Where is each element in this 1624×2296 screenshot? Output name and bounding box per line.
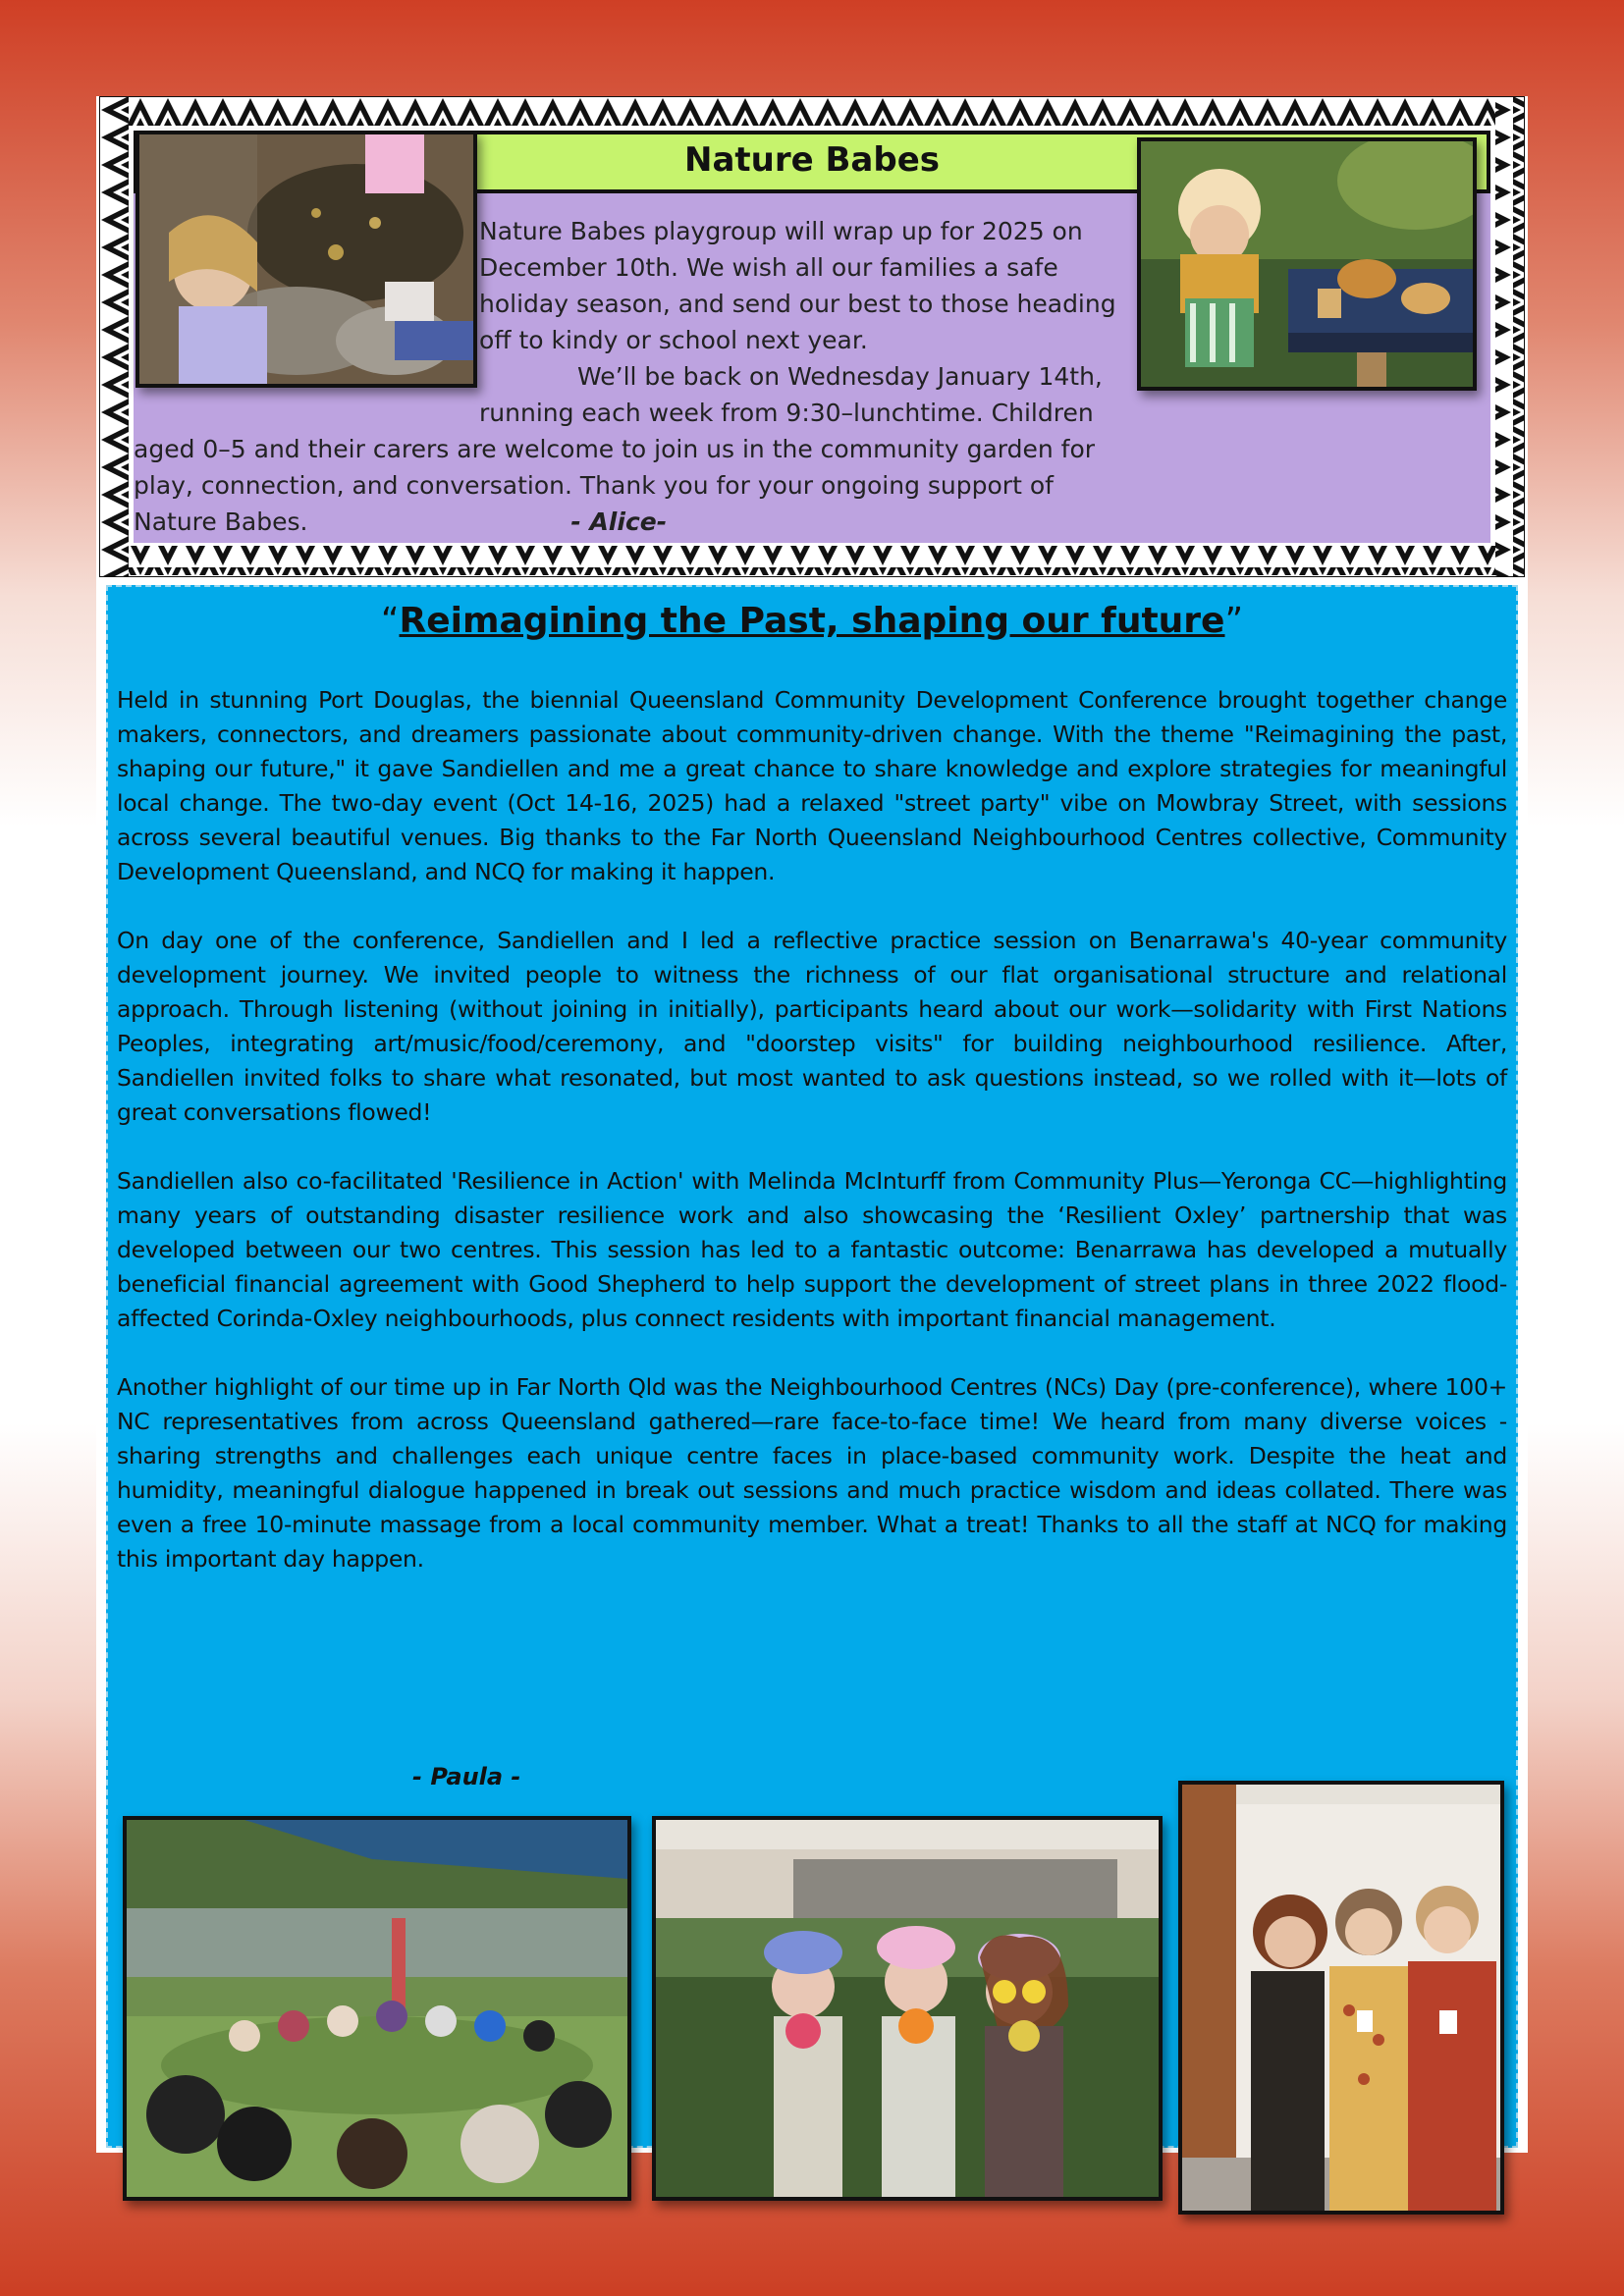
nature-babes-para-2: We’ll be back on Wednesday January 14th, running each week from 9:30–lunchtime. Children aged 0–5 and their carers are welcome to join us in the community garden for play, connection, and conversation. Thank you for your ongoing support of Nature Babes. xyxy=(134,362,1103,536)
conference-body xyxy=(117,683,1507,1576)
newsletter-page xyxy=(96,96,1528,2153)
conference-photo-three-women xyxy=(1178,1781,1504,2215)
conference-paragraph-1: Held in stunning Port Douglas, the biennial Queensland Community Development Conference brought together change makers, connectors, and dreamers passionate about community-driven change. With the theme "Reimagining the past, shaping our future," it gave Sandiellen and me a great chance to share knowledge and explore strategies for meaningful local change. The two-day event (Oct 14-16, 2025) had a relaxed "street party" vibe on Mowbray Street, with sessions across several beautiful venues. Big thanks to the Far North Queensland Neighbourhood Centres collective, Community Development Queensland, and NCQ for making it happen. xyxy=(117,686,1507,885)
conference-photo-party-hats xyxy=(652,1816,1163,2201)
conference-signature: - Paula - xyxy=(412,1763,521,1790)
conference-photo-circle-group xyxy=(123,1816,631,2201)
conference-paragraph-2: On day one of the conference, Sandiellen and I led a reflective practice session on Benarrawa's 40-year community development journey. We invited people to witness the richness of our flat organisational structure and relational approach. Through listening (without joining in initially), participants heard about our work—solidarity with First Nations Peoples, integrating art/music/food/ceremony, and "doorstep visits" for building neighbourhood resilience. After, Sandiellen invited folks to share what resonated, but most wanted to ask questions instead, so we rolled with it—lots of great conversations flowed! xyxy=(117,927,1507,1126)
nature-babes-section xyxy=(99,96,1525,577)
nature-babes-text xyxy=(134,213,1490,537)
nature-babes-panel xyxy=(134,131,1490,543)
conference-paragraph-4: Another highlight of our time up in Far North Qld was the Neighbourhood Centres (NCs) Day (pre-conference), where 100+ NC representatives from across Queensland gathered—rare face-to-face time! We heard from many diverse voices - sharing strengths and challenges each unique centre faces in place-based community work. Despite the heat and humidity, meaningful dialogue happened in break out sessions and much practice wisdom and ideas collated. There was even a free 10-minute massage from a local community member. What a treat! Thanks to all the staff at NCQ for making this important day happen. xyxy=(117,1373,1507,1573)
nature-babes-signature: - Alice- xyxy=(570,507,668,536)
conference-paragraph-3: Sandiellen also co-facilitated 'Resilience in Action' with Melinda McInturff from Community Plus—Yeronga CC—highlighting many years of outstanding disaster resilience work and also showcasing the ‘Resilient Oxley’ partnership that was developed between our two centres. This session has led to a fantastic outcome: Benarrawa has developed a mutually beneficial financial agreement with Good Shepherd to help support the development of street plans in three 2022 flood-affected Corinda-Oxley neighbourhoods, plus connect residents with important financial management. xyxy=(117,1167,1507,1332)
conference-title: “Reimagining the Past, shaping our future” xyxy=(380,601,1244,641)
nature-babes-para-1: Nature Babes playgroup will wrap up for 2025 on December 10th. We wish all our families a safe holiday season, and send our best to those heading off to kindy or school next year. xyxy=(479,217,1116,354)
nature-babes-title: Nature Babes xyxy=(683,140,940,180)
conference-article xyxy=(106,585,1518,2148)
